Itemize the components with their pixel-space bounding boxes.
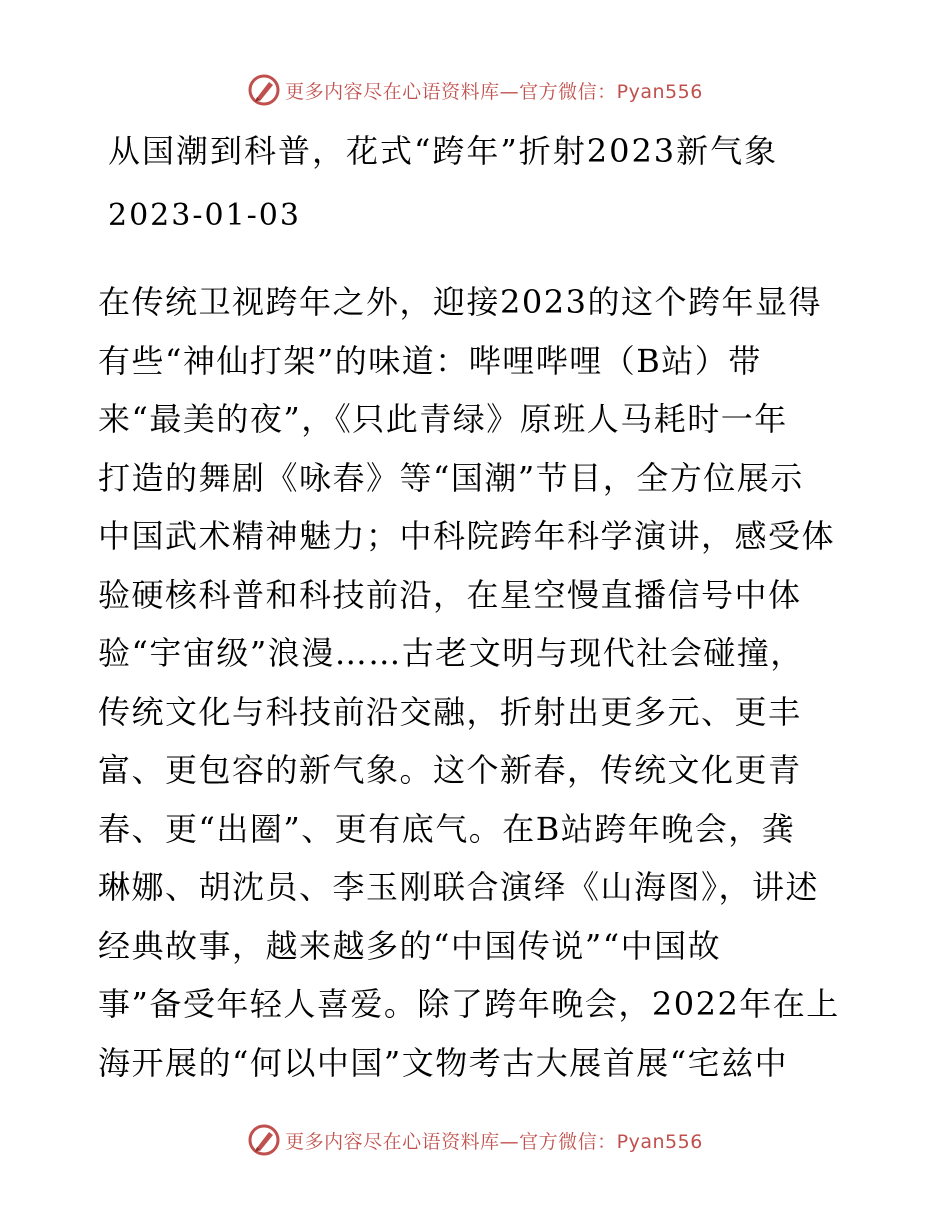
footer-banner <box>0 1120 950 1160</box>
body-line: 在传统卫视跨年之外，迎接2023的这个跨年显得 <box>98 283 822 321</box>
wechat-id: Pyan556 <box>616 80 703 103</box>
body-line: 有些“神仙打架”的味道：哔哩哔哩（B站）带 <box>98 341 762 380</box>
article-title: 从国潮到科普，花式“跨年”折射2023新气象 <box>108 132 779 170</box>
body-line: 传统文化与科技前沿交融，折射出更多元、更丰 <box>98 692 802 731</box>
body-line: 春、更“出圈”、更有底气。在B站跨年晚会，龚 <box>98 809 796 848</box>
pen-circle-logo-icon <box>247 1123 281 1157</box>
body-line: 验“宇宙级”浪漫……古老文明与现代社会碰撞， <box>98 634 804 672</box>
article-date: 2023-01-03 <box>108 198 301 233</box>
header-banner <box>0 70 950 110</box>
body-line: 富、更包容的新气象。这个新春，传统文化更青 <box>98 751 802 789</box>
body-line: 来“最美的夜”，《只此青绿》原班人马耗时一年 <box>98 400 788 438</box>
body-line: 琳娜、胡沈员、李玉刚联合演绎《山海图》，讲述 <box>98 868 820 906</box>
article-body <box>98 273 868 1092</box>
body-line: 海开展的“何以中国”文物考古大展首展“宅兹中 <box>98 1043 789 1082</box>
pen-circle-logo-icon <box>247 73 281 107</box>
body-line: 事”备受年轻人喜爱。除了跨年晚会，2022年在上 <box>98 985 840 1023</box>
banner-text: 更多内容尽在心语资料库—官方微信：Pyan556 <box>285 80 703 103</box>
body-line: 经典故事，越来越多的“中国传说”“中国故 <box>98 926 722 965</box>
body-line: 中国武术精神魅力；中科院跨年科学演讲，感受体 <box>98 517 836 555</box>
wechat-id: Pyan556 <box>616 1130 703 1153</box>
body-line: 验硬核科普和科技前沿，在星空慢直播信号中体 <box>98 575 802 614</box>
banner-text: 更多内容尽在心语资料库—官方微信：Pyan556 <box>285 1130 703 1153</box>
body-line: 打造的舞剧《咏春》等“国潮”节目，全方位展示 <box>98 458 804 497</box>
